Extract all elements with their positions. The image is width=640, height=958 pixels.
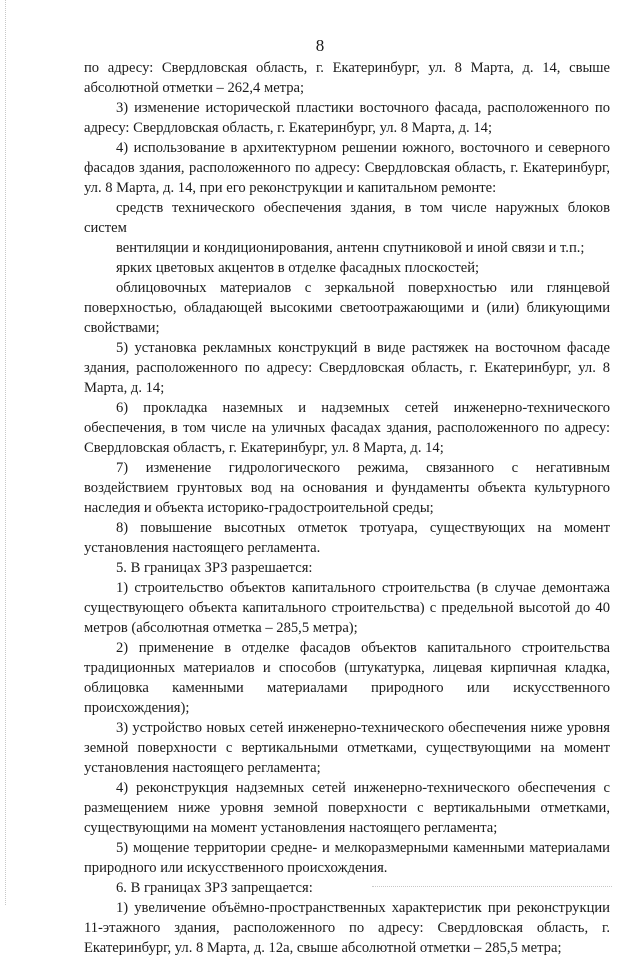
paragraph: 1) строительство объектов капитального строительства (в случае демонтажа существующего объекта капитального строительства) с предельной высотой до 40 метров (абсолютная отметка – 285,5 метра); [84, 580, 610, 636]
document-body [84, 58, 610, 958]
paragraph: 8) повышение высотных отметок тротуара, существующих на момент установления настоящего регламента. [84, 520, 610, 556]
footer-dotted-rule [372, 886, 612, 887]
paragraph: 6) прокладка наземных и надземных сетей инженерно-технического обеспечения, в том числе на уличных фасадах здания, расположенного по адресу: Свердловская областъ, г. Екатеринбург, ул. 8 Марта, д. 14; [84, 400, 610, 456]
paragraph: 4) использование в архитектурном решении южного, восточного и северного фасадов здания, расположенного по адресу: Свердловская область, г. Екатеринбург, ул. 8 Марта, д. 14, при его реконструкции и капитальном ремонте: [84, 140, 610, 196]
page-number: 8 [315, 36, 325, 55]
paragraph: 7) изменение гидрологического режима, связанного с негативным воздействием грунтовых вод на основания и фундаменты объекта культурного наследия и объекта историко-градостроительной среды; [84, 460, 610, 516]
section-heading: 5. В границах ЗРЗ разрешается: [116, 560, 313, 576]
section-heading: 6. В границах ЗРЗ запрещается: [116, 880, 313, 896]
paragraph: 3) устройство новых сетей инженерно-технического обеспечения ниже уровня земной поверхности с вертикальными отметками, существующими на момент установления настоящего регламента; [84, 720, 610, 776]
page-edge-rule [5, 0, 6, 905]
paragraph: облицовочных материалов с зеркальной поверхностью или глянцевой поверхностью, обладающей высокими светоотражающими и (или) бликующими свойствами; [84, 280, 610, 336]
paragraph: ярких цветовых акцентов в отделке фасадных плоскостей; [116, 260, 480, 276]
paragraph: вентиляции и кондиционирования, антенн спутниковой и иной связи и т.п.; [116, 240, 585, 256]
paragraph: 3) изменение исторической пластики восточного фасада, расположенного по адресу: Свердловская область, г. Екатеринбург, ул. 8 Марта, д. 14; [84, 100, 610, 136]
paragraph: по адресу: Свердловская область, г. Екатеринбург, ул. 8 Марта, д. 14, свыше абсолютной отметки – 262,4 метра; [84, 60, 610, 96]
paragraph: 2) применение в отделке фасадов объектов капитального строительства традиционных материалов и способов (штукатурка, лицевая кирпичная кладка, облицовка каменными материалами природного или искусственного происхождения); [84, 640, 610, 716]
paragraph: средств технического обеспечения здания, в том числе наружных блоков систем [84, 200, 610, 236]
paragraph: 5) мощение территории средне- и мелкоразмерными каменными материалами природного или искусственного происхождения. [84, 840, 610, 876]
paragraph: 5) установка рекламных конструкций в виде растяжек на восточном фасаде здания, расположенного по адресу: Свердловская область, г. Екатеринбург, ул. 8 Марта, д. 14; [84, 340, 610, 396]
paragraph: 4) реконструкция надземных сетей инженерно-технического обеспечения с размещением ниже уровня земной поверхности с вертикальными отметками, существующими на момент установления настоящего регламента; [84, 780, 610, 836]
paragraph: 1) увеличение объёмно-пространственных характеристик при реконструкции 11-этажного здания, расположенного по адресу: Свердловская область, г. Екатеринбург, ул. 8 Марта, д. 12а, свыше абсолютной отметки – 285,5 метра; [84, 900, 610, 956]
